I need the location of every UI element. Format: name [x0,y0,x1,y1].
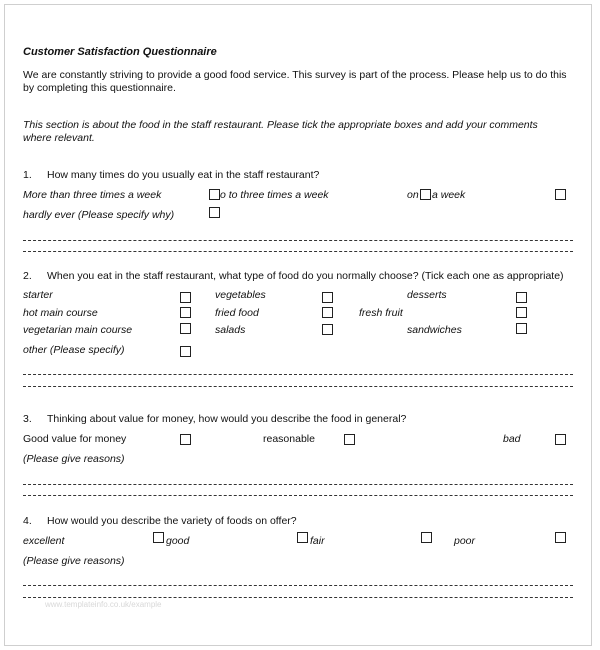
q2-number: 2. [23,270,32,282]
q2-checkbox-starter[interactable] [180,292,191,303]
q2-checkbox-hot-main-course[interactable] [180,307,191,318]
q4-checkbox-excellent[interactable] [153,532,164,543]
q4-option-label: poor [454,535,476,547]
answer-line[interactable] [23,386,573,387]
q2-checkbox-salads[interactable] [322,324,333,335]
q1-option-label: a week [432,189,466,201]
q2-checkbox-fried-food[interactable] [322,307,333,318]
q2-checkbox-desserts[interactable] [516,292,527,303]
q2-option-label: fried food [215,307,259,319]
q2-option-label: fresh fruit [359,307,403,319]
q4-option-label: fair [310,535,325,547]
q2-checkbox-vegetables[interactable] [322,292,333,303]
q4-question: How would you describe the variety of foods on offer? [47,515,297,527]
section-intro: This section is about the food in the staff restaurant. Please tick the appropriate boxes and add your comments where relevant. [23,119,538,144]
q4-checkbox-good[interactable] [297,532,308,543]
q1-checkbox-more-than-three[interactable] [209,189,220,200]
q1-number: 1. [23,169,32,181]
q2-checkbox-other[interactable] [180,346,191,357]
q3-checkbox-good-value[interactable] [180,434,191,445]
q2-option-label: vegetables [215,289,266,301]
document-page [4,4,592,646]
q2-option-label: sandwiches [407,324,462,336]
q3-option-label: reasonable [263,433,315,445]
q3-reasons-label: (Please give reasons) [23,453,125,465]
q2-question: When you eat in the staff restaurant, what type of food do you normally choose? (Tick each one as appropriate) [47,270,564,282]
q4-reasons-label: (Please give reasons) [23,555,125,567]
q4-checkbox-poor[interactable] [555,532,566,543]
answer-line[interactable] [23,484,573,485]
q2-checkbox-fresh-fruit[interactable] [516,307,527,318]
answer-line[interactable] [23,240,573,241]
q3-option-label: bad [503,433,521,445]
q1-checkbox-once-a-week[interactable] [420,189,431,200]
q3-question: Thinking about value for money, how would you describe the food in general? [47,413,407,425]
q2-option-label: hot main course [23,307,98,319]
q1-option-label: on [407,189,419,201]
q1-checkbox-extra[interactable] [555,189,566,200]
q2-option-label: vegetarian main course [23,324,133,336]
q2-checkbox-vegetarian-main[interactable] [180,323,191,334]
q4-option-label: good [166,535,190,547]
watermark-text: www.templateinfo.co.uk/example [45,600,162,609]
q2-option-label: starter [23,289,53,301]
q3-checkbox-bad[interactable] [555,434,566,445]
q2-checkbox-sandwiches[interactable] [516,323,527,334]
q3-checkbox-reasonable[interactable] [344,434,355,445]
q4-option-label: excellent [23,535,65,547]
answer-line[interactable] [23,585,573,586]
answer-line[interactable] [23,251,573,252]
q1-checkbox-hardly-ever[interactable] [209,207,220,218]
answer-line[interactable] [23,495,573,496]
q1-option-label: o to three times a week [220,189,329,201]
page-title: Customer Satisfaction Questionnaire [23,46,217,58]
q4-checkbox-fair[interactable] [421,532,432,543]
q2-option-label: desserts [407,289,447,301]
answer-line[interactable] [23,374,573,375]
q1-question: How many times do you usually eat in the staff restaurant? [47,169,320,181]
q4-number: 4. [23,515,32,527]
q2-option-label: salads [215,324,246,336]
q1-option-label: hardly ever (Please specify why) [23,209,175,221]
q3-number: 3. [23,413,32,425]
q2-option-label: other (Please specify) [23,344,125,356]
q1-option-label: More than three times a week [23,189,162,201]
answer-line[interactable] [23,597,573,598]
q3-option-label: Good value for money [23,433,127,445]
intro-paragraph: We are constantly striving to provide a good food service. This survey is part of the process. Please help us to do this by completing this questionnaire. [23,69,567,94]
